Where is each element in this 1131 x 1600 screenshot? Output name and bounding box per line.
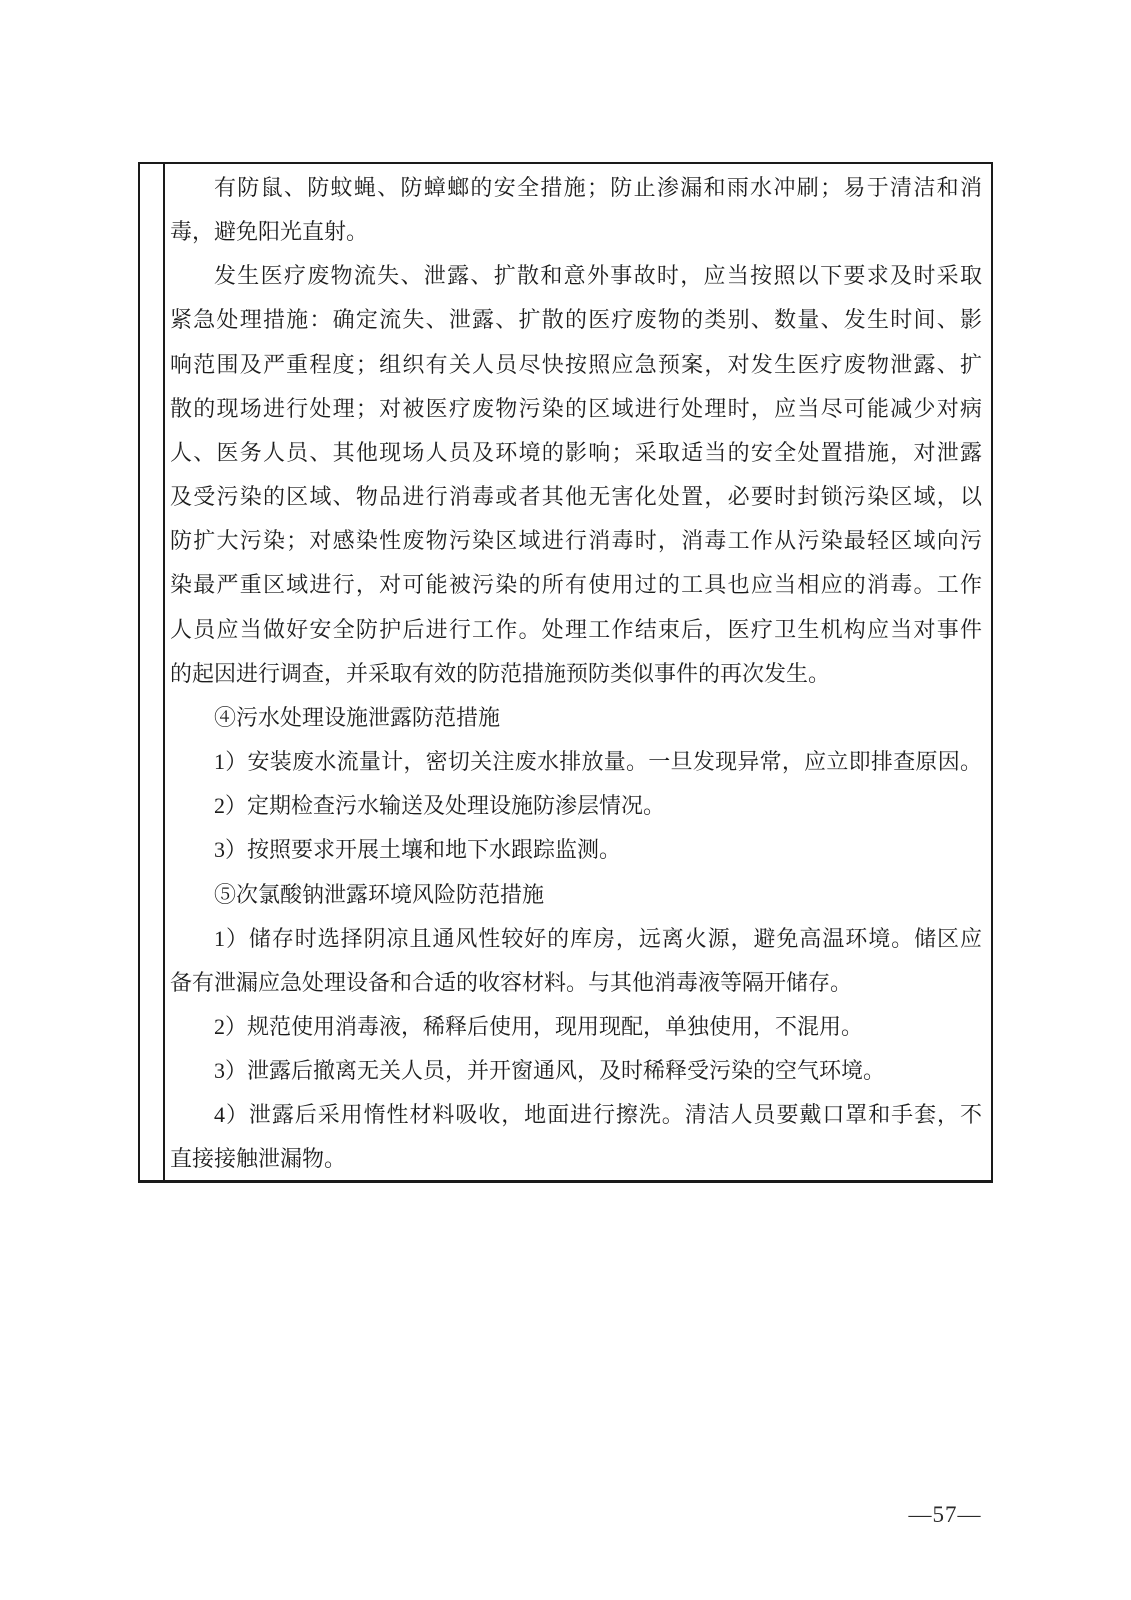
text-line: 防扩大污染；对感染性废物污染区域进行消毒时，消毒工作从污染最轻区域向污 bbox=[170, 528, 982, 554]
text-line: 人、医务人员、其他现场人员及环境的影响；采取适当的安全处置措施，对泄露 bbox=[170, 439, 982, 465]
text-line: ⑤次氯酸钠泄露环境风险防范措施 bbox=[214, 881, 545, 907]
text-line: ④污水处理设施泄露防范措施 bbox=[214, 704, 501, 730]
text-line: 3）按照要求开展土壤和地下水跟踪监测。 bbox=[214, 837, 622, 863]
text-line: 4）泄露后采用惰性材料吸收，地面进行擦洗。清洁人员要戴口罩和手套，不 bbox=[214, 1102, 982, 1128]
text-line: 2）规范使用消毒液，稀释后使用，现用现配，单独使用，不混用。 bbox=[214, 1013, 864, 1039]
content-table bbox=[138, 162, 993, 1183]
table-content-cell bbox=[165, 164, 991, 1180]
text-line: 直接接触泄漏物。 bbox=[170, 1146, 347, 1172]
text-line: 1）储存时选择阴凉且通风性较好的库房，远离火源，避免高温环境。储区应 bbox=[214, 925, 982, 951]
table-label-column bbox=[140, 164, 165, 1180]
text-line: 散的现场进行处理；对被医疗废物污染的区域进行处理时，应当尽可能减少对病 bbox=[170, 395, 982, 421]
text-line: 3）泄露后撤离无关人员，并开窗通风，及时稀释受污染的空气环境。 bbox=[214, 1058, 886, 1084]
text-line: 响范围及严重程度；组织有关人员尽快按照应急预案，对发生医疗废物泄露、扩 bbox=[170, 351, 982, 377]
text-line: 紧急处理措施：确定流失、泄露、扩散的医疗废物的类别、数量、发生时间、影 bbox=[170, 307, 982, 333]
page-number: —57— bbox=[908, 1502, 982, 1527]
text-line: 及受污染的区域、物品进行消毒或者其他无害化处置，必要时封锁污染区域，以 bbox=[170, 484, 982, 510]
text-line: 有防鼠、防蚊蝇、防蟑螂的安全措施；防止渗漏和雨水冲刷；易于清洁和消 bbox=[214, 175, 982, 200]
text-line: 发生医疗废物流失、泄露、扩散和意外事故时，应当按照以下要求及时采取 bbox=[214, 263, 982, 289]
text-line: 人员应当做好安全防护后进行工作。处理工作结束后，医疗卫生机构应当对事件 bbox=[170, 616, 982, 642]
text-line: 的起因进行调查，并采取有效的防范措施预防类似事件的再次发生。 bbox=[170, 660, 831, 686]
text-line: 毒，避免阳光直射。 bbox=[170, 219, 369, 245]
text-line: 1）安装废水流量计，密切关注废水排放量。一旦发现异常，应立即排查原因。 bbox=[214, 749, 982, 775]
text-line: 2）定期检查污水输送及处理设施防渗层情况。 bbox=[214, 793, 666, 819]
text-line: 染最严重区域进行，对可能被污染的所有使用过的工具也应当相应的消毒。工作 bbox=[170, 572, 982, 598]
text-line: 备有泄漏应急处理设备和合适的收容材料。与其他消毒液等隔开储存。 bbox=[170, 969, 853, 995]
